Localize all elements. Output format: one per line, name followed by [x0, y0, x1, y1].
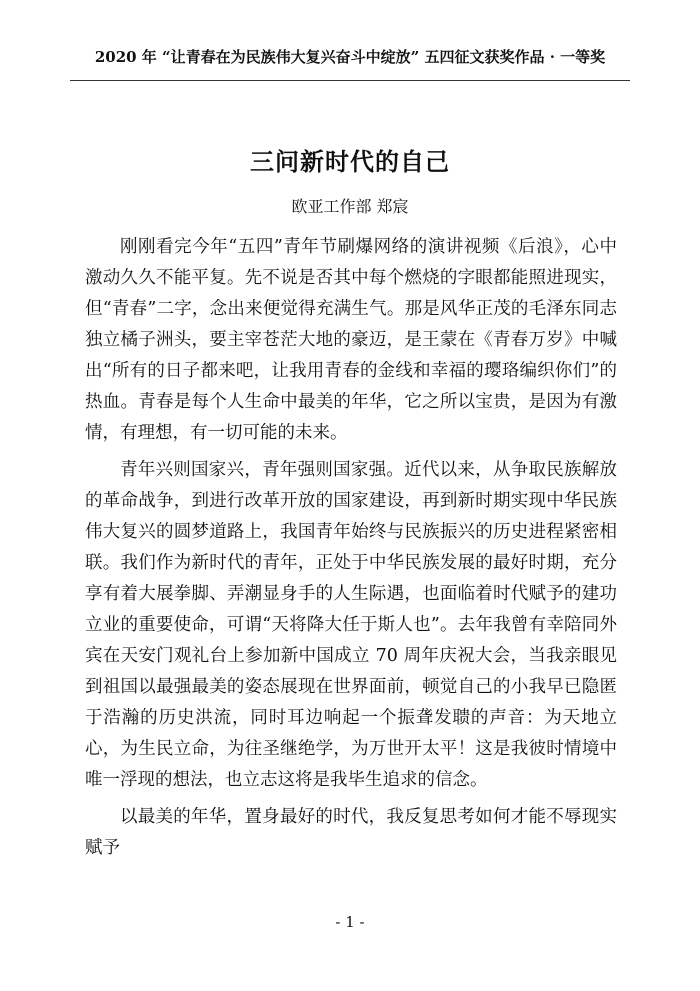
paragraph: 以最美的年华，置身最好的时代，我反复思考如何才能不辱现实赋予 [85, 807, 617, 858]
page-number: - 1 - [335, 913, 365, 931]
paragraph: 青年兴则国家兴，青年强则国家强。近代以来，从争取民族解放的革命战争，到进行改革开放的国家建设，再到新时期实现中华民族伟大复兴的圆梦道路上，我国青年始终与民族振兴的历史进程紧密相联。我们作为新时代的青年，正处于中华民族发展的最好时期，充分享有着大展拳脚、弄潮显身手的人生际遇，也面临着时代赋予的建功立业的重要使命，可谓“天将降大任于斯人也”。去年我曾有幸陪同外宾在天安门观礼台上参加新中国成立 70 周年庆祝大会，当我亲眼见到祖国以最强最美的姿态展现在世界面前，顿觉自己的小我早已隐匿于浩瀚的历史洪流，同时耳边响起一个振聋发聩的声音：为天地立心，为生民立命，为往圣继绝学，为万世开太平！这是我彼时情境中唯一浮现的想法，也立志这将是我毕生追求的信念。 [85, 460, 617, 790]
article-body [85, 232, 617, 870]
document-header: 2020 年 “让青春在为民族伟大复兴奋斗中绽放” 五四征文获奖作品 · 一等奖 [94, 48, 606, 66]
article-title: 三问新时代的自己 [250, 147, 450, 176]
header-divider [70, 80, 630, 81]
article-byline: 欧亚工作部 郑宸 [291, 197, 409, 216]
paragraph: 刚刚看完今年“五四”青年节刷爆网络的演讲视频《后浪》，心中激动久久不能平复。先不说是否其中每个燃烧的字眼都能照进现实，但“青春”二字，念出来便觉得充满生气。那是风华正茂的毛泽东同志独立橘子洲头，要主宰苍茫大地的豪迈，是王蒙在《青春万岁》中喊出“所有的日子都来吧，让我用青春的金线和幸福的璎珞编织你们”的热血。青春是每个人生命中最美的年华，它之所以宝贵，是因为有激情，有理想，有一切可能的未来。 [85, 237, 617, 443]
